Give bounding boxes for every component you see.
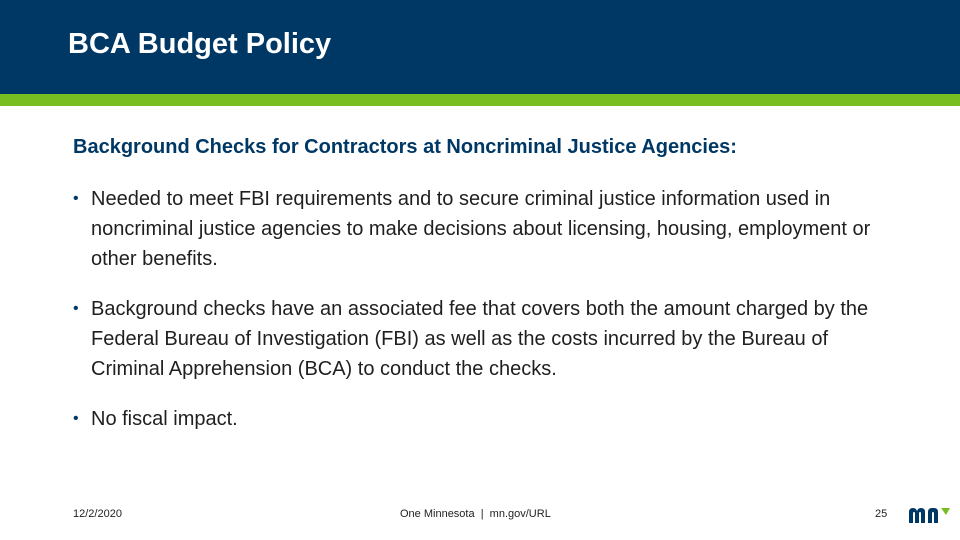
bullet-text: Needed to meet FBI requirements and to secure criminal justice information used in noncriminal justice agencies to make decisions about licensing, housing, employment or other benefits. xyxy=(91,188,871,270)
bullet-dot: • xyxy=(73,190,79,207)
bullet-dot: • xyxy=(73,300,79,317)
accent-bar xyxy=(0,94,960,106)
bullet-item xyxy=(73,294,903,384)
section-subheading: Background Checks for Contractors at Noncriminal Justice Agencies: xyxy=(73,136,737,158)
bullet-list xyxy=(73,184,903,454)
bullet-dot: • xyxy=(73,410,79,427)
mn-logo-icon xyxy=(908,506,952,524)
bullet-item xyxy=(73,404,903,434)
bullet-text: No fiscal impact. xyxy=(91,408,238,430)
page-number: 25 xyxy=(875,508,888,520)
footer-date: 12/2/2020 xyxy=(73,508,122,520)
bullet-item xyxy=(73,184,903,274)
bullet-text: Background checks have an associated fee that covers both the amount charged by the Federal Bureau of Investigation (FBI) as well as the costs incurred by the Bureau of Criminal Apprehension (BCA) to conduct the checks. xyxy=(91,298,869,380)
footer-center-text: One Minnesota | mn.gov/URL xyxy=(400,508,551,520)
slide-title: BCA Budget Policy xyxy=(68,28,332,60)
